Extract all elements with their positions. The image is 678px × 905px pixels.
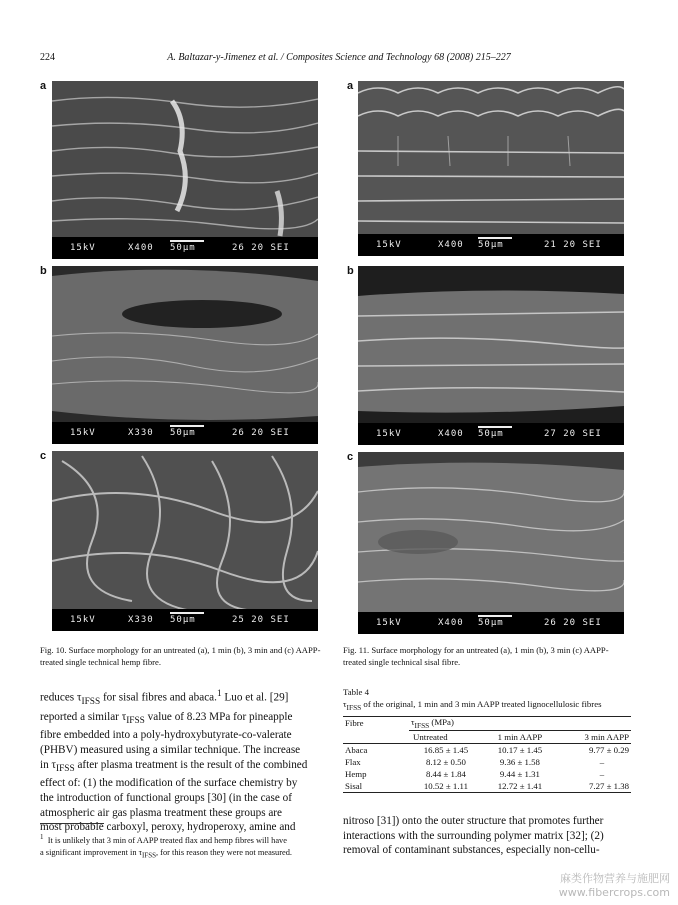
scale-rule — [478, 237, 512, 239]
table-4 — [343, 686, 631, 793]
body-line: nitroso [31]) onto the outer structure that promotes further — [343, 815, 604, 827]
body-line: reported a similar $\tau_{IFSS}$ value of 8.23 MPa for pineapple — [40, 710, 293, 726]
body-line: interactions with the surrounding polymer matrix [32]; (2) — [343, 829, 604, 842]
page-header — [0, 52, 678, 66]
fig10-panel-c-label: c — [40, 450, 47, 462]
table-subheader-row — [343, 730, 631, 743]
fig11-panel-a-texture — [358, 81, 624, 256]
table-row: Flax 8.12 ± 0.50 9.36 ± 1.58 – — [345, 756, 605, 767]
scale-rule — [478, 426, 512, 428]
fig11-panel-c-micrograph — [358, 452, 624, 634]
watermark: 麻类作物营养与施肥网 www.fibercrops.com — [558, 872, 670, 899]
fig10-panel-a-texture — [52, 81, 318, 259]
fig10-panel-a-label: a — [40, 80, 47, 92]
body-line: removal of contaminant substances, especially non-cellu- — [343, 844, 600, 857]
fig11-panel-a-label: a — [347, 80, 354, 92]
body-line: (PHBV) measured using a similar technique. The increase — [40, 743, 301, 756]
fig10-panel-b-label: b — [40, 265, 47, 277]
fig10-panel-a-scale-bar: 15kV X400 50μm 26 20 SEI — [52, 237, 318, 259]
footnote-mark: 1 — [40, 833, 44, 841]
scale-rule — [478, 615, 512, 617]
col-header-3min: 3 min AAPP — [557, 730, 631, 743]
running-title: A. Baltazar-y-Jimenez et al. / Composites Science and Technology 68 (2008) 215–227 — [167, 52, 511, 63]
fig11-panel-b-scale-bar: 15kV X400 50μm 27 20 SEI — [358, 423, 624, 445]
fig10-caption: Fig. 10. Surface morphology for an untreated (a), 1 min (b), 3 min and (c) AAPP-treated single technical hemp fibre. — [40, 645, 321, 667]
fig10-panel-b-scale-bar: 15kV X330 50μm 26 20 SEI — [52, 422, 318, 444]
col-group-header: $\tau_{IFSS}$ (MPa) — [411, 716, 454, 730]
fig10-panel-b-micrograph — [52, 266, 318, 444]
fig11-panel-a-scale-bar: 15kV X400 50μm 21 20 SEI — [358, 234, 624, 256]
fig11-panel-c-label: c — [347, 451, 354, 463]
fig10-panel-c-scale-bar: 15kV X330 50μm 25 20 SEI — [52, 609, 318, 631]
table-row: Abaca 16.85 ± 1.45 10.17 ± 1.45 9.77 ± 0.29 — [345, 744, 629, 755]
col-header-1min: 1 min AAPP — [483, 730, 557, 743]
body-line: the introduction of functional groups [30] (in the case of — [40, 792, 292, 804]
table-caption: $\tau_{IFSS}$ of the original, 1 min and 3 min AAPP treated lignocellulosic fibres — [343, 699, 602, 712]
col-header-untreated: Untreated — [409, 730, 483, 743]
body-line: atmospheric air gas plasma treatment these groups are — [40, 806, 282, 819]
right-body-text — [343, 814, 631, 858]
fig10-panel-b-texture — [52, 266, 318, 444]
fig10-panel-c-micrograph — [52, 451, 318, 631]
page-number: 224 — [40, 52, 55, 63]
scale-rule — [170, 425, 204, 427]
fig11-panel-c-texture — [358, 452, 624, 634]
table-title: Table 4 — [343, 687, 370, 697]
col-header-fibre: Fibre — [345, 718, 364, 729]
body-line: fibre embedded into a poly-hydroxybutyrate-co-valerate — [40, 729, 292, 742]
fig11-panel-b-label: b — [347, 265, 354, 277]
body-line: in $\tau_{IFSS}$ after plasma treatment is the result of the combined — [40, 758, 308, 774]
scale-rule — [170, 240, 204, 242]
left-body-text — [40, 687, 322, 835]
fig11-panel-a-micrograph — [358, 81, 624, 256]
table-row: Sisal 10.52 ± 1.11 12.72 ± 1.41 7.27 ± 1.38 — [345, 780, 629, 791]
table-4-grid — [343, 716, 631, 793]
fig11-panel-b-texture — [358, 266, 624, 445]
table-row: Hemp 8.44 ± 1.84 9.44 ± 1.31 – — [345, 768, 605, 779]
fig10-panel-c-texture — [52, 451, 318, 631]
fig11-caption: Fig. 11. Surface morphology for an untreated (a), 1 min (b), 3 min (c) AAPP-treated single technical sisal fibre. — [343, 645, 609, 667]
body-line: effect of: (1) the modification of the surface chemistry by — [40, 777, 298, 790]
fig10-panel-a-micrograph — [52, 81, 318, 259]
body-line: reduces $\tau_{IFSS}$ for sisal fibres and abaca.$^1$ Luo et al. [29] — [40, 689, 289, 707]
fig11-panel-b-micrograph — [358, 266, 624, 445]
table-header-row — [343, 716, 631, 730]
footnote-rule — [40, 823, 104, 824]
scale-rule — [170, 612, 204, 614]
footnote: $^1$ It is unlikely that 3 min of AAPP treated flax and hemp fibres will have a significant improvement in $\tau_{IFSS}$, for this reason they were not measured. — [40, 833, 293, 860]
fig11-panel-c-scale-bar: 15kV X400 50μm 26 20 SEI — [358, 612, 624, 634]
body-line: most probable carboxyl, peroxy, hydroperoxy, amine and — [40, 821, 296, 834]
